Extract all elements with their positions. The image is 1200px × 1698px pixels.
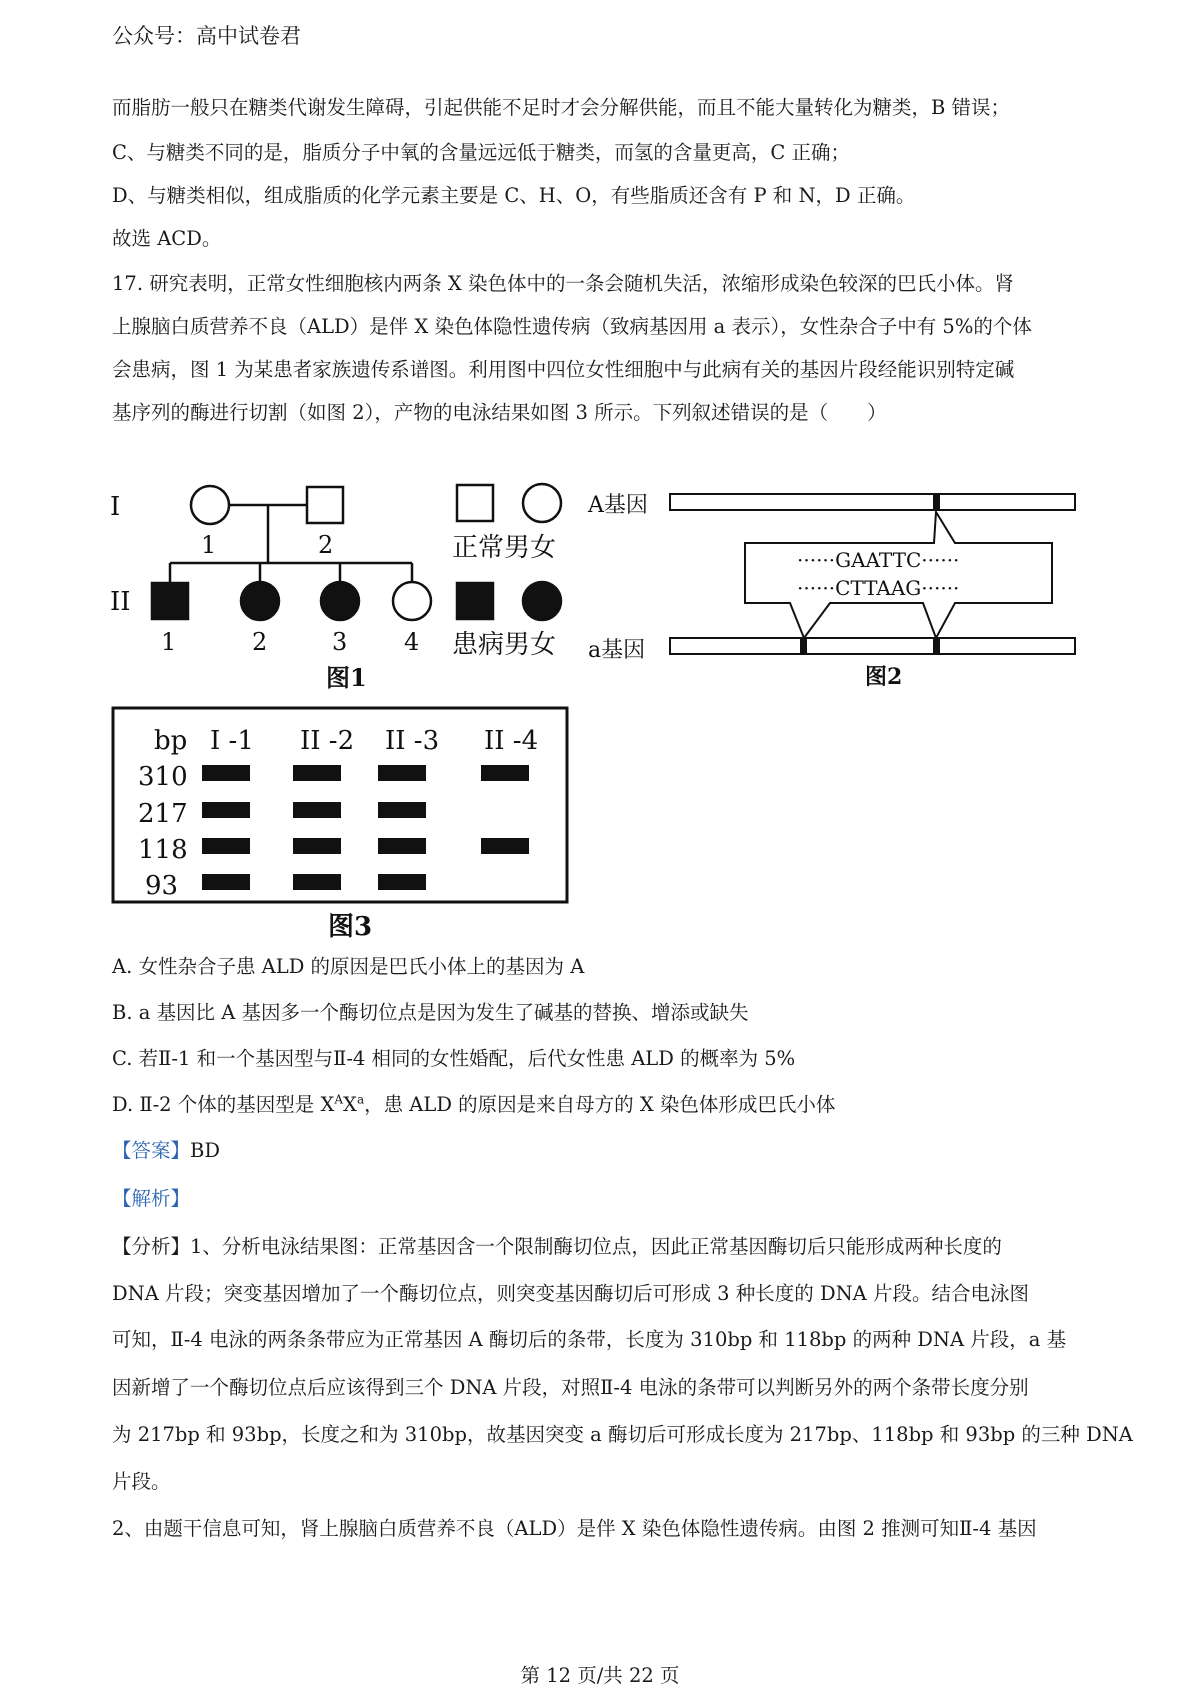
generation-I-label: I: [110, 492, 121, 522]
option-b: B. a 基因比 A 基因多一个酶切位点是因为发生了碱基的替换、增添或缺失: [112, 1001, 749, 1024]
size-label: 93: [145, 871, 179, 901]
answer-label: 【答案】: [112, 1139, 191, 1162]
gel-band: [202, 838, 250, 854]
analysis-label: 【分析】: [112, 1235, 191, 1258]
superscript-a: a: [356, 1092, 365, 1107]
page-header: 公众号：高中试卷君: [112, 24, 301, 48]
legend-affected-female: [523, 582, 561, 620]
legend-affected-male: [457, 583, 493, 619]
gene-A-bar: [670, 494, 1075, 510]
lane-label: II -4: [484, 726, 539, 756]
text-line: D、与糖类相似，组成脂质的化学元素主要是 C、H、O，有些脂质还含有 P 和 N，D 正确。: [112, 184, 916, 207]
figure-3-caption: 图3: [328, 912, 373, 942]
pedigree-figure: [110, 484, 561, 692]
gel-band: [293, 765, 341, 781]
gene-a-bar: [670, 638, 1075, 654]
pedigree-II-2: [241, 582, 279, 620]
bp-label: bp: [154, 726, 188, 756]
gel-band: [202, 765, 250, 781]
analysis-line: [112, 1235, 1102, 1259]
gel-bands: [202, 765, 529, 890]
analysis-title: 【解析】: [112, 1187, 191, 1210]
text-line: C、与糖类不同的是，脂质分子中氧的含量远远低于糖类，而氢的含量更高，C 正确；: [112, 141, 851, 164]
sequence-bottom: ······CTTAAG······: [797, 576, 960, 600]
pedigree-I-2: [307, 487, 343, 523]
size-label: 217: [138, 799, 188, 829]
text-line: 而脂肪一般只在糖类代谢发生障碍，引起供能不足时才会分解供能，而且不能大量转化为糖类，B 错误；: [112, 96, 1011, 119]
option-d-text: D. Ⅱ-2 个体的基因型是 X: [112, 1093, 335, 1116]
gene-a-site-2: [934, 638, 939, 654]
option-c: C. 若Ⅱ-1 和一个基因型与Ⅱ-4 相同的女性婚配，后代女性患 ALD 的概率为 5%: [112, 1047, 796, 1070]
gene-a-label: a基因: [588, 638, 646, 663]
analysis-line: 2、由题干信息可知，肾上腺脑白质营养不良（ALD）是伴 X 染色体隐性遗传病。由图 2 推测可知Ⅱ-4 基因: [112, 1517, 1037, 1540]
analysis-line: 因新增了一个酶切位点后应该得到三个 DNA 片段，对照Ⅱ-4 电泳的条带可以判断另外的两个条带长度分别: [112, 1376, 1029, 1399]
analysis-line: 片段。: [112, 1470, 171, 1493]
pedigree-II-3: [321, 582, 359, 620]
pedigree-II-4: [393, 582, 431, 620]
gel-band: [293, 838, 341, 854]
lane-label: I -1: [210, 726, 254, 756]
gel-band: [293, 802, 341, 818]
num-II-4: 4: [404, 628, 420, 656]
legend-affected-label: 患病男女: [452, 630, 557, 660]
num-I-2: 2: [318, 531, 334, 559]
legend-normal-label: 正常男女: [452, 533, 557, 563]
size-label: 310: [138, 762, 188, 792]
analysis-line: 可知，Ⅱ-4 电泳的两条条带应为正常基因 A 酶切后的条带，长度为 310bp 和 118bp 的两种 DNA 片段，a 基: [112, 1328, 1067, 1351]
question-text: 上腺脑白质营养不良（ALD）是伴 X 染色体隐性遗传病（致病基因用 a 表示），女性杂合子中有 5%的个体: [112, 315, 1032, 338]
num-II-2: 2: [252, 628, 268, 656]
lane-label: II -2: [300, 726, 355, 756]
gel-band: [378, 838, 426, 854]
legend-normal-female: [523, 484, 561, 522]
question-text: 基序列的酶进行切割（如图 2），产物的电泳结果如图 3 所示。下列叙述错误的是（ ）: [112, 401, 887, 424]
gel-band: [378, 802, 426, 818]
option-a: A. 女性杂合子患 ALD 的原因是巴氏小体上的基因为 A: [112, 955, 585, 978]
gene-A-label: A基因: [588, 493, 648, 518]
page-footer: 第 12 页/共 22 页: [520, 1664, 680, 1687]
gel-band: [481, 765, 529, 781]
question-text: 17. 研究表明，正常女性细胞核内两条 X 染色体中的一条会随机失活，浓缩形成染色较深的巴氏小体。肾: [112, 272, 1014, 295]
sequence-top: ······GAATTC······: [797, 548, 960, 572]
figures: [0, 430, 1200, 950]
pedigree-II-1: [152, 583, 188, 619]
gel-band: [378, 874, 426, 890]
sequence-callout: [745, 512, 1052, 638]
figure-1-caption: 图1: [326, 663, 367, 692]
gel-band: [202, 874, 250, 890]
figure-2-caption: 图2: [865, 664, 903, 690]
num-I-1: 1: [201, 531, 217, 559]
num-II-3: 3: [332, 628, 348, 656]
answer-value: BD: [190, 1139, 220, 1162]
electrophoresis-figure: [113, 708, 567, 942]
analysis-line: 为 217bp 和 93bp，长度之和为 310bp，故基因突变 a 酶切后可形成长度为 217bp、118bp 和 93bp 的三种 DNA: [112, 1423, 1133, 1446]
superscript-A: A: [334, 1092, 344, 1107]
gel-band: [481, 838, 529, 854]
pedigree-I-1: [191, 486, 229, 524]
gel-band: [378, 765, 426, 781]
num-II-1: 1: [161, 628, 177, 656]
gene-a-site-1: [801, 638, 806, 654]
analysis-line: DNA 片段；突变基因增加了一个酶切位点，则突变基因酶切后可形成 3 种长度的 DNA 片段。结合电泳图: [112, 1282, 1029, 1305]
question-text: 会患病，图 1 为某患者家族遗传系谱图。利用图中四位女性细胞中与此病有关的基因片段经能识别特定碱: [112, 358, 1015, 381]
analysis-text: 1、分析电泳结果图：正常基因含一个限制酶切位点，因此正常基因酶切后只能形成两种长度的: [190, 1235, 1002, 1258]
restriction-site-figure: [587, 493, 1075, 690]
option-d-text: ，患 ALD 的原因是来自母方的 X 染色体形成巴氏小体: [364, 1093, 836, 1116]
gene-A-site: [934, 494, 939, 510]
gel-band: [202, 802, 250, 818]
answer-line: [112, 1139, 1102, 1163]
generation-II-label: II: [110, 587, 131, 617]
option-d-text: X: [343, 1093, 357, 1116]
legend-normal-male: [457, 485, 493, 521]
text-line: 故选 ACD。: [112, 227, 222, 250]
option-d: [112, 1093, 1102, 1117]
lane-label: II -3: [385, 726, 440, 756]
gel-band: [293, 874, 341, 890]
size-label: 118: [138, 835, 188, 865]
